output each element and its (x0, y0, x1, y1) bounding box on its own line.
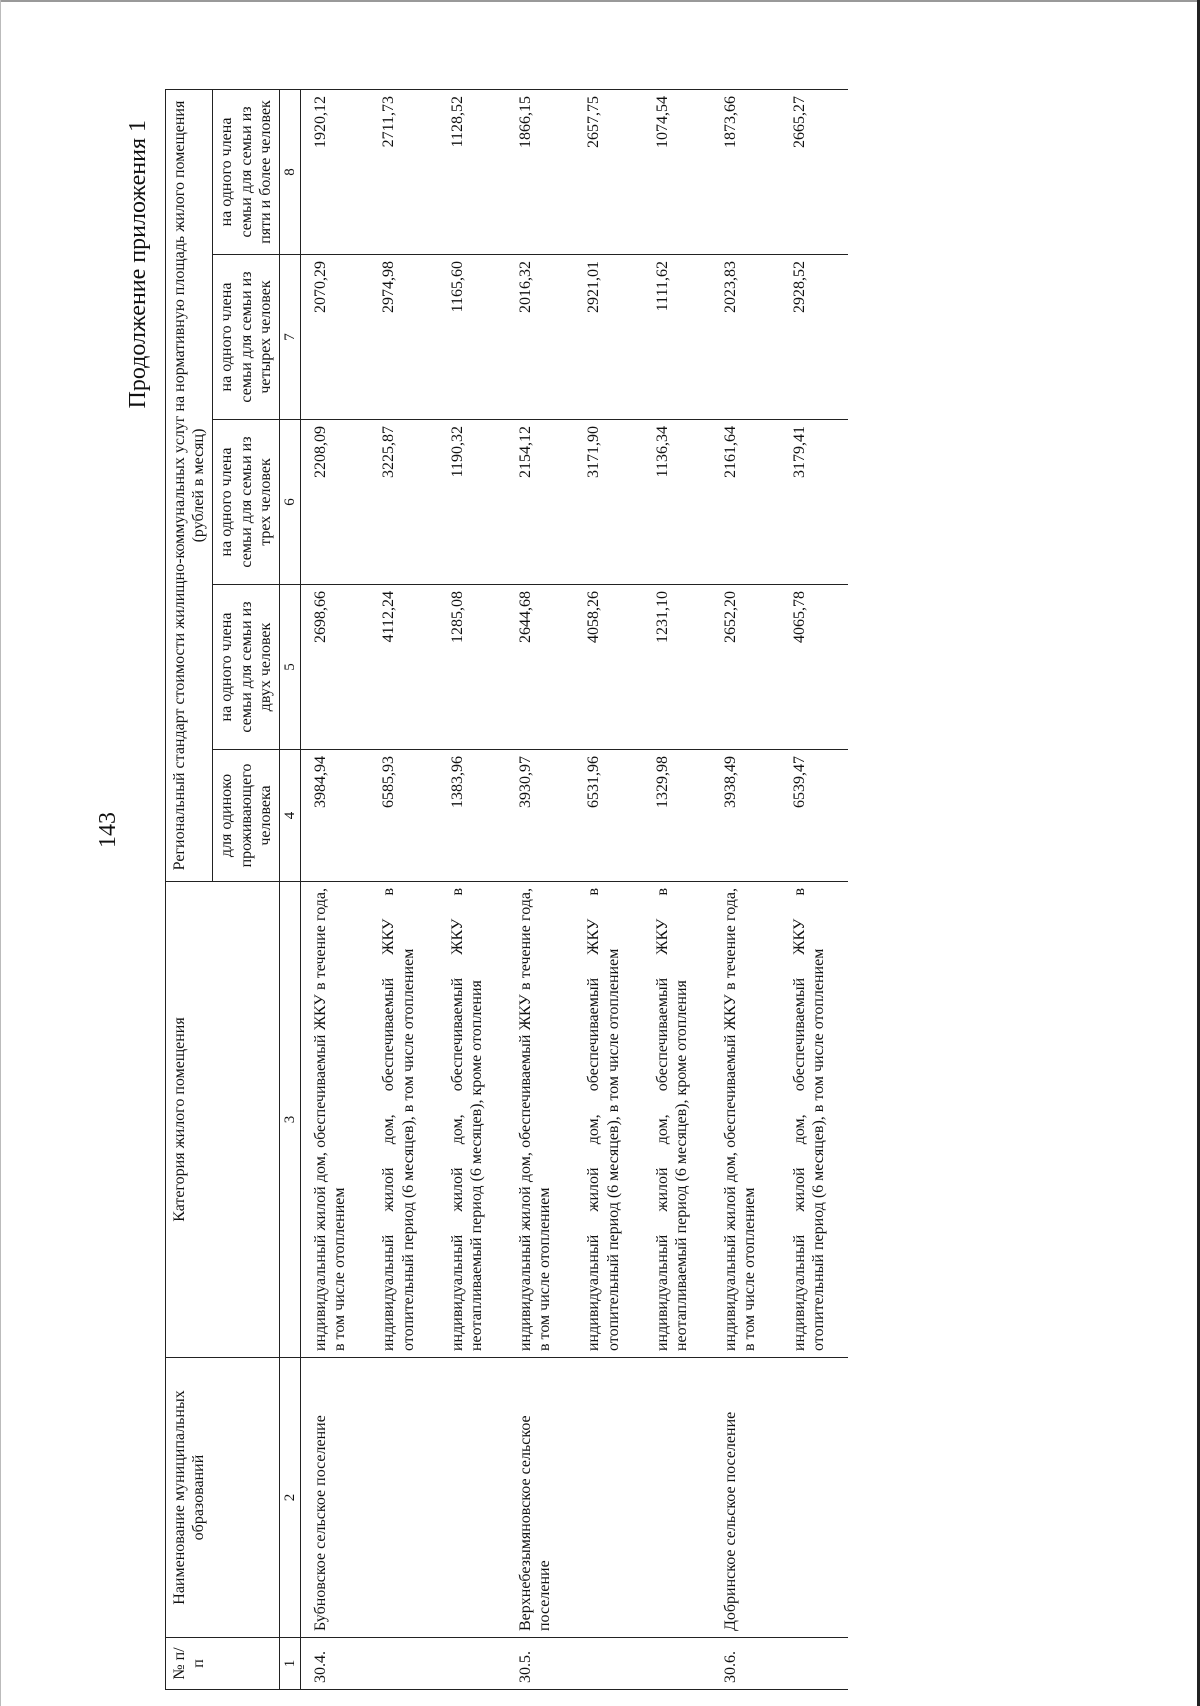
standard-value: 1165,60 (438, 255, 506, 420)
page-edge-top (0, 0, 1200, 2)
standard-value: 6531,96 (574, 750, 642, 882)
housing-category: индивидуальный жилой дом, обеспечиваемый ЖКУ в отопительный период (6 месяцев), в том числе отоплением (780, 882, 848, 1358)
standard-value: 1920,12 (300, 89, 369, 254)
housing-category: индивидуальный жилой дом, обеспечиваемый ЖКУ в течение года, в том числе отоплением (711, 882, 779, 1358)
standard-value: 2657,75 (574, 89, 642, 254)
standard-value: 3930,97 (506, 750, 574, 882)
header-sub-five: на одного члена семьи для семьи из пяти и более человек (213, 89, 280, 254)
header-no: № п/п (166, 1638, 280, 1690)
standard-value: 1190,32 (438, 420, 506, 585)
table-row (438, 89, 506, 1689)
col-number: 2 (279, 1358, 300, 1638)
continuation-label: Продолжение приложения 1 (125, 120, 151, 409)
table-row (369, 89, 437, 1689)
standard-value: 2208,09 (300, 420, 369, 585)
municipality-name (438, 1358, 506, 1638)
standard-value: 1866,15 (506, 89, 574, 254)
housing-category: индивидуальный жилой дом, обеспечиваемый ЖКУ в неотапливаемый период (6 месяцев), кроме отопления (643, 882, 711, 1358)
table-row (506, 89, 574, 1689)
row-number: 30.5. (506, 1638, 574, 1690)
municipality-name (369, 1358, 437, 1638)
table-row (300, 89, 369, 1689)
page-edge-left (0, 0, 1, 1706)
standard-value: 1136,34 (643, 420, 711, 585)
row-number (574, 1638, 642, 1690)
standard-value: 2711,73 (369, 89, 437, 254)
standard-value: 2154,12 (506, 420, 574, 585)
municipality-name (574, 1358, 642, 1638)
header-name: Наименование муниципальных образований (166, 1358, 280, 1638)
standard-value: 2974,98 (369, 255, 437, 420)
standard-value: 1111,62 (643, 255, 711, 420)
housing-category: индивидуальный жилой дом, обеспечиваемый ЖКУ в отопительный период (6 месяцев), в том числе отоплением (369, 882, 437, 1358)
table-row (643, 89, 711, 1689)
table-row (711, 89, 779, 1689)
standard-value: 2698,66 (300, 585, 369, 750)
standard-value: 1329,98 (643, 750, 711, 882)
table-row (574, 89, 642, 1689)
col-number: 1 (279, 1638, 300, 1690)
municipality-name (643, 1358, 711, 1638)
row-number (369, 1638, 437, 1690)
standard-value: 3171,90 (574, 420, 642, 585)
page-number: 143 (95, 812, 121, 848)
standard-value: 4058,26 (574, 585, 642, 750)
rotated-sheet (95, 90, 1155, 1690)
municipality-name (780, 1358, 848, 1638)
col-number: 4 (279, 750, 300, 882)
municipality-name: Верхнебезымяновское сельское поселение (506, 1358, 574, 1638)
standard-value: 2928,52 (780, 255, 848, 420)
standard-value: 4112,24 (369, 585, 437, 750)
standard-value: 1383,96 (438, 750, 506, 882)
standard-value: 2644,68 (506, 585, 574, 750)
standard-value: 2070,29 (300, 255, 369, 420)
standard-value: 3225,87 (369, 420, 437, 585)
table-body (300, 89, 848, 1689)
standards-table (165, 89, 848, 1690)
standard-value: 3179,41 (780, 420, 848, 585)
header-sub-three: на одного члена семьи для семьи из трех человек (213, 420, 280, 585)
standard-value: 6585,93 (369, 750, 437, 882)
header-standard: Региональный стандарт стоимости жилищно-коммунальных услуг на нормативную площадь жилого помещения (рублей в месяц) (166, 89, 213, 881)
header-sub-single: для одиноко проживающего человека (213, 750, 280, 882)
standard-value: 1231,10 (643, 585, 711, 750)
standard-value: 6539,47 (780, 750, 848, 882)
standard-value: 1128,52 (438, 89, 506, 254)
standard-value: 2161,64 (711, 420, 779, 585)
standard-value: 2023,83 (711, 255, 779, 420)
standard-value: 1873,66 (711, 89, 779, 254)
standard-value: 1285,08 (438, 585, 506, 750)
standard-value: 2921,01 (574, 255, 642, 420)
municipality-name: Добринское сельское поселение (711, 1358, 779, 1638)
housing-category: индивидуальный жилой дом, обеспечиваемый ЖКУ в течение года, в том числе отоплением (506, 882, 574, 1358)
housing-category: индивидуальный жилой дом, обеспечиваемый ЖКУ в неотапливаемый период (6 месяцев), кроме отопления (438, 882, 506, 1358)
standard-value: 3984,94 (300, 750, 369, 882)
standard-value: 4065,78 (780, 585, 848, 750)
standard-value: 2016,32 (506, 255, 574, 420)
housing-category: индивидуальный жилой дом, обеспечиваемый ЖКУ в отопительный период (6 месяцев), в том числе отоплением (574, 882, 642, 1358)
row-number: 30.4. (300, 1638, 369, 1690)
header-sub-four: на одного члена семьи для семьи из четырех человек (213, 255, 280, 420)
housing-category: индивидуальный жилой дом, обеспечиваемый ЖКУ в течение года, в том числе отоплением (300, 882, 369, 1358)
row-number: 30.6. (711, 1638, 779, 1690)
row-number (643, 1638, 711, 1690)
col-number: 8 (279, 89, 300, 254)
standard-value: 1074,54 (643, 89, 711, 254)
header-category: Категория жилого помещения (166, 882, 280, 1358)
col-number: 5 (279, 585, 300, 750)
standard-value: 2652,20 (711, 585, 779, 750)
col-number: 7 (279, 255, 300, 420)
col-number: 6 (279, 420, 300, 585)
municipality-name: Бубновское сельское поселение (300, 1358, 369, 1638)
standard-value: 3938,49 (711, 750, 779, 882)
col-number: 3 (279, 882, 300, 1358)
row-number (780, 1638, 848, 1690)
standard-value: 2665,27 (780, 89, 848, 254)
table-row (780, 89, 848, 1689)
header-sub-two: на одного члена семьи для семьи из двух человек (213, 585, 280, 750)
row-number (438, 1638, 506, 1690)
